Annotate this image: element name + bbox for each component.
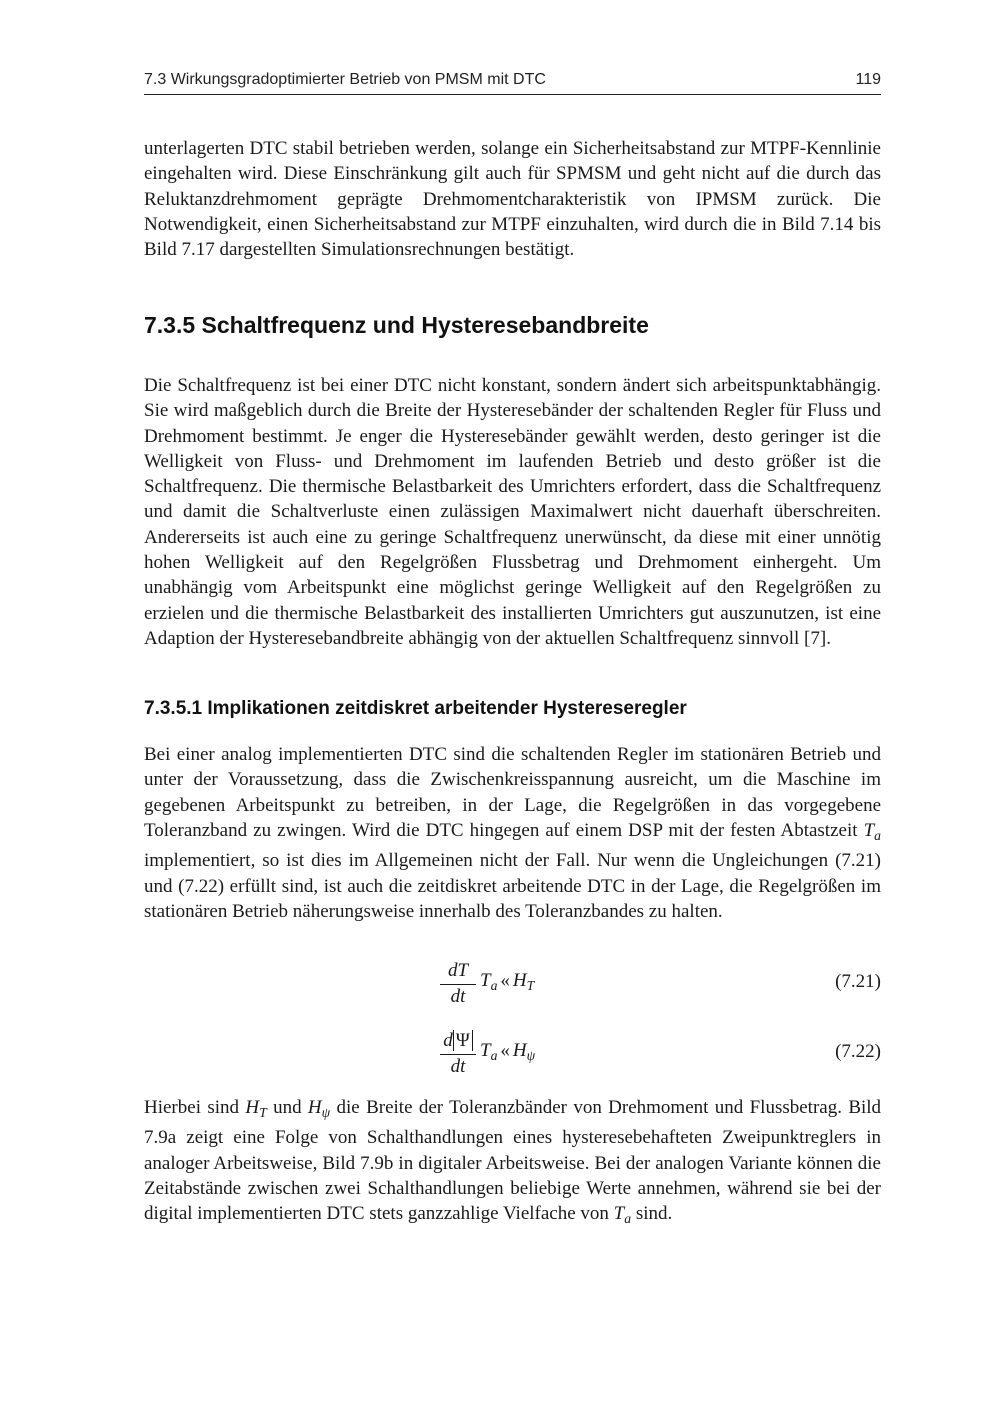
symbol-sampling-time: $T_a$ bbox=[863, 819, 881, 843]
section-paragraph: Die Schaltfrequenz ist bei einer DTC nicht konstant, sondern ändert sich arbeitspunktabhängig. Sie wird maßgeblich durch die Breite der Hysteresebänder der schaltenden Regler für Fluss und Drehmoment bestimmt. Je enger die Hysteresebänder gewählt werden, desto geringer ist die Welligkeit von Fluss- und Drehmoment im laufenden Betrieb und desto größer ist die Schaltfrequenz. Die thermische Belastbarkeit des Umrichters erfordert, dass die Schaltfrequenz und damit die Schaltverluste einen zulässigen Maximalwert nicht dauerhaft überschreiten. Andererseits ist auch eine zu geringe Schaltfrequenz unerwünscht, da diese mit einer unnötig hohen Welligkeit auf den Regelgrößen Flussbetrag und Drehmoment einhergeht. Um unabhängig vom Arbeitspunkt eine möglichst geringe Welligkeit auf den Regelgrößen zu erzielen und die thermische Belastbarkeit des installierten Umrichters gut auszunutzen, ist eine Adaption der Hysteresebandbreite abhängig von der aktuellen Schaltfrequenz sinnvoll [7]. bbox=[144, 375, 881, 649]
fraction-dpsi-dt: d Ψ dt bbox=[440, 1028, 476, 1079]
symbol-H-T: $H_T$ bbox=[245, 1097, 267, 1121]
subsection-heading: 7.3.5.1 Implikationen zeitdiskret arbeitender Hystereseregler bbox=[144, 698, 687, 719]
subsection-text-a: Bei einer analog implementierten DTC sind die schaltenden Regler im stationären Betrieb und unter der Voraussetzung, dass die Zwischenkreisspannung ausreicht, um die Maschine im gegebenen Arbeitspunkt zu betreiben, in der Lage, die Regelgrößen in das vorgegebene Toleranzband zu zwingen. Wird die DTC hingegen auf einem DSP mit der festen Abtastzeit bbox=[144, 744, 881, 841]
paragraph-continuation: unterlagerten DTC stabil betrieben werden, solange ein Sicherheitsabstand zur MTPF-Kennlinie eingehalten wird. Diese Einschränkung gilt auch für SPMSM und geht nicht auf die durch das Reluktanzdrehmoment geprägte Drehmomentcharakteristik von IPMSM zurück. Die Notwendigkeit, einen Sicherheitsabstand zur MTPF einzuhalten, wird durch die in Bild 7.14 bis Bild 7.17 dargestellten Simulationsrechnungen bestätigt. bbox=[144, 138, 881, 261]
equation-7-22 bbox=[144, 1028, 881, 1084]
symbol-sampling-time: $T_a$ bbox=[613, 1203, 632, 1227]
running-head bbox=[144, 70, 881, 95]
equation-7-21-rest: $T_a$ « $H_T$ bbox=[480, 970, 535, 994]
symbol-H-psi: $H_\psi$ bbox=[307, 1097, 331, 1121]
closing-paragraph: Hierbei sind $H_T$ und $H_\psi$ die Breite der Toleranzbänder von Drehmoment und Flussbetrag. Bild 7.9a zeigt eine Folge von Schalthandlungen eines hysteresebehafteten Zweipunktreglers in analoger Arbeitsweise, Bild 7.9b in digitaler Arbeitsweise. Bei der analogen Variante können die Zeitabstände zwischen zwei Schalthandlungen beliebige Werte annehmen, während sie bei der digital implementierten DTC stets ganzzahlige Vielfache von $T_a$ sind. bbox=[144, 1097, 882, 1227]
subsection-text-b: implementiert, so ist dies im Allgemeinen nicht der Fall. Nur wenn die Ungleichungen (7.21) und (7.22) erfüllt sind, ist auch die zeitdiskret arbeitende DTC in der Lage, die Regelgrößen im stationären Betrieb näherungsweise innerhalb des Toleranzbandes zu halten. bbox=[144, 850, 881, 922]
equation-7-21 bbox=[144, 958, 881, 1014]
running-head-title: 7.3 Wirkungsgradoptimierter Betrieb von PMSM mit DTC bbox=[144, 71, 546, 88]
equation-number: (7.21) bbox=[835, 971, 881, 992]
fraction-dT-dt: dT dt bbox=[440, 958, 476, 1009]
page-number: 119 bbox=[855, 71, 881, 88]
subsection-paragraph bbox=[144, 742, 881, 924]
section-heading: 7.3.5 Schaltfrequenz und Hysteresebandbreite bbox=[144, 312, 649, 338]
equation-7-22-rest: $T_a$ « $H_\psi$ bbox=[480, 1040, 536, 1064]
equation-number: (7.22) bbox=[835, 1041, 881, 1062]
